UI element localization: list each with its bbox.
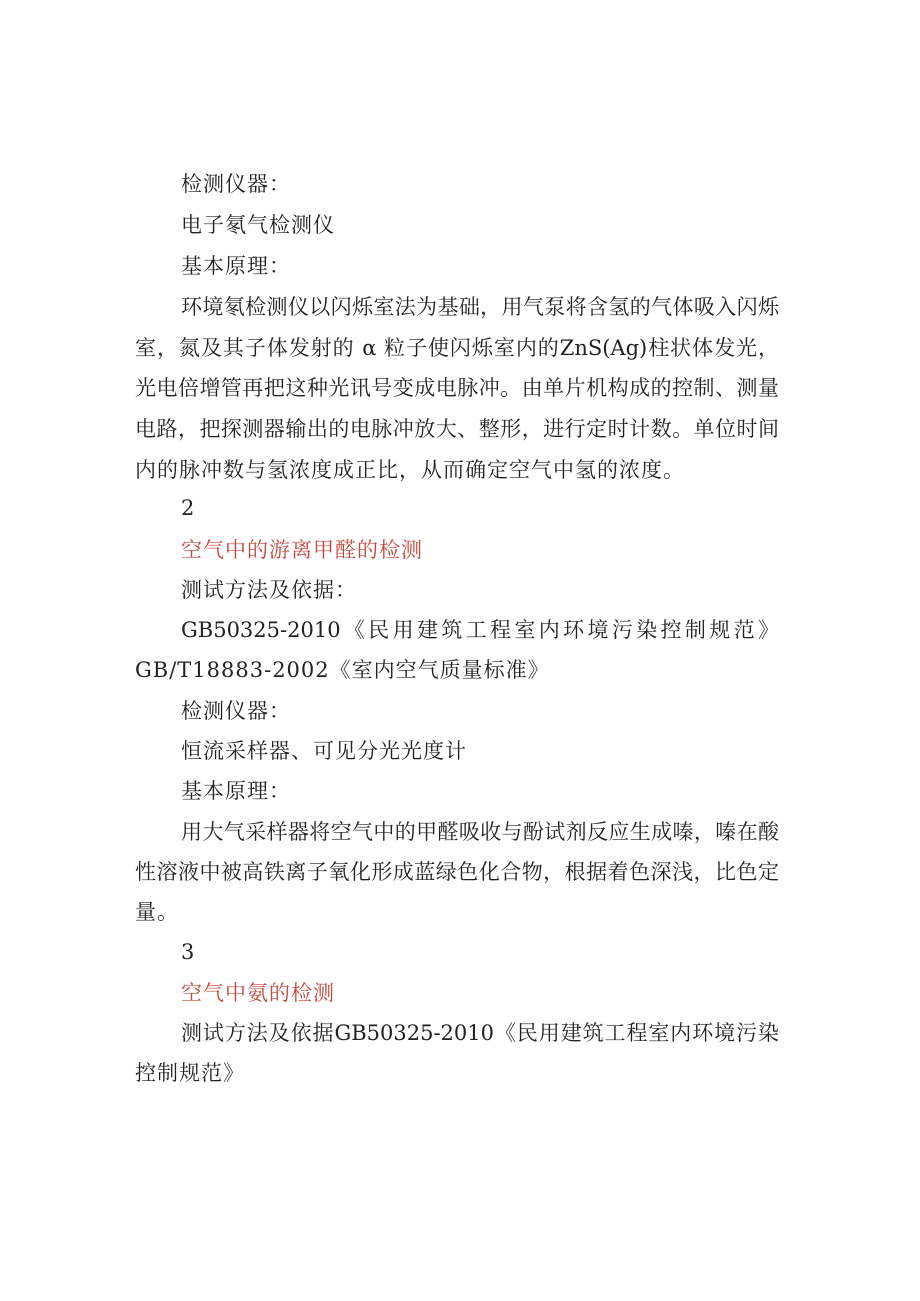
standard-gb50325: GB50325-2010《民用建筑工程室内环境污染控制规范》 <box>181 618 779 642</box>
instruments-label: 检测仪器： <box>181 172 291 196</box>
principle-line-4: 电路，把探测器输出的电脉冲放大、整形，进行定时计数。单位时间 <box>135 417 779 441</box>
principle2-line-1: 用大气采样器将空气中的甲醛吸收与酚试剂反应生成嗪，嗪在酸 <box>181 820 779 844</box>
instrument-name: 电子氡气检测仪 <box>181 213 335 237</box>
method-line-1: 测试方法及依据GB50325-2010《民用建筑工程室内环境污染 <box>181 1021 779 1045</box>
instruments-list: 恒流采样器、可见分光光度计 <box>181 739 467 763</box>
section-number-3: 3 <box>181 940 196 964</box>
principle2-line-3: 量。 <box>135 900 179 924</box>
method-line-2: 控制规范》 <box>135 1061 245 1085</box>
principle-line-5: 内的脉冲数与氢浓度成正比，从而确定空气中氢的浓度。 <box>135 458 685 482</box>
principle-label: 基本原理： <box>181 254 291 278</box>
principle2-line-2: 性溶液中被高铁离子氧化形成蓝绿色化合物，根据着色深浅，比色定 <box>135 860 779 884</box>
instruments-label-2: 检测仪器： <box>181 699 291 723</box>
principle-label-2: 基本原理： <box>181 779 291 803</box>
principle-line-2: 室，氮及其子体发射的 α 粒子使闪烁室内的ZnS(Ag)柱状体发光， <box>135 336 779 360</box>
section-title-3: 空气中氨的检测 <box>181 981 335 1005</box>
method-label: 测试方法及依据： <box>181 578 357 602</box>
principle-line-1: 环境氡检测仪以闪烁室法为基础，用气泵将含氢的气体吸入闪烁 <box>181 295 779 319</box>
section-title-2: 空气中的游离甲醛的检测 <box>181 538 423 562</box>
principle-line-3: 光电倍增管再把这种光讯号变成电脉冲。由单片机构成的控制、测量 <box>135 376 779 400</box>
section-number-2: 2 <box>181 496 196 520</box>
standard-gbt18883: GB/T18883-2002《室内空气质量标准》 <box>135 658 550 682</box>
